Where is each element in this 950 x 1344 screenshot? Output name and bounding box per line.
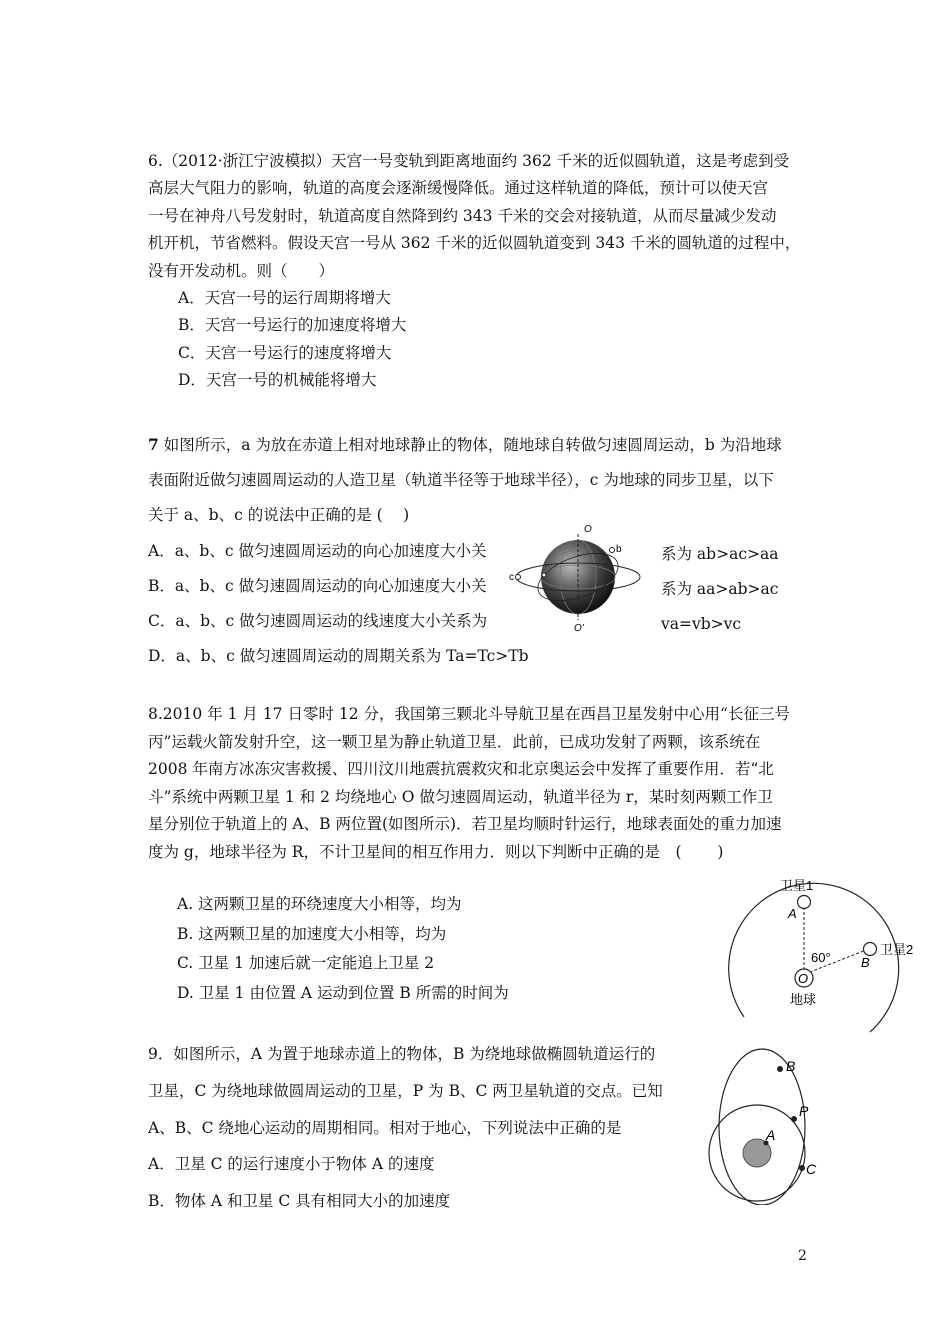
q8-fig-label-a: A — [788, 906, 797, 921]
q9-line-1: 9．如图所示，A 为置于地球赤道上的物体，B 为绕地球做椭圆轨道运行的 — [148, 1045, 656, 1063]
q8-line-5: 星分别位于轨道上的 A、B 两位置(如图所示)．若卫星均顺时针运行，地球表面处的重力加速 — [148, 815, 782, 834]
q7-fig-label-o-prime: O' — [574, 623, 584, 632]
q7-option-b: B．a、b、c 做匀速圆周运动的向心加速度大小关 — [148, 576, 487, 595]
page-number: 2 — [798, 1248, 807, 1264]
q7-earth-figure — [508, 522, 648, 632]
q8-option-a: A. 这两颗卫星的环绕速度大小相等，均为 — [177, 895, 462, 913]
question-9 — [148, 1036, 663, 1220]
q8-option-b: B. 这两颗卫星的加速度大小相等，均为 — [177, 924, 447, 943]
q7-option-a: A．a、b、c 做匀速圆周运动的向心加速度大小关 — [148, 541, 487, 560]
q6-option-a: A．天宫一号的运行周期将增大 — [178, 289, 391, 308]
q6-option-c: C．天宫一号运行的速度将增大 — [178, 343, 392, 362]
q7-option-d: D．a、b、c 做匀速圆周运动的周期关系为 Ta=Tc>Tb — [148, 647, 529, 666]
q8-satellite-1 — [798, 896, 811, 909]
q9-fig-label-c: C — [806, 1161, 817, 1177]
q8-line-4: 斗”系统中两颗卫星 1 和 2 均绕地心 O 做匀速圆周运动，轨道半径为 r，某时刻两颗工作卫 — [148, 787, 773, 806]
q7-fig-label-c: c — [509, 572, 514, 583]
q8-fig-label-earth: 地球 — [790, 992, 817, 1007]
q9-point-c — [799, 1165, 805, 1171]
q6-line-1: 6.（2012·浙江宁波模拟）天宫一号变轨到距离地面约 362 千米的近似圆轨道，这是考虑到受 — [148, 152, 790, 170]
q7-fig-label-o: O — [584, 524, 592, 535]
q9-option-b: B．物体 A 和卫星 C 具有相同大小的加速度 — [148, 1192, 451, 1211]
q7-option-continuations — [661, 537, 778, 643]
q7-option-c-right: va=vb>vc — [661, 615, 742, 634]
q7-fig-label-a: a — [536, 569, 542, 579]
q8-fig-label-o: O — [798, 971, 809, 986]
q6-line-3: 一号在神舟八号发射时，轨道高度自然降到约 343 千米的交会对接轨道，从而尽量减少发动 — [148, 206, 777, 225]
q8-options — [177, 890, 509, 1008]
q8-option-d: D. 卫星 1 由位置 A 运动到位置 B 所需的时间为 — [177, 983, 509, 1002]
q7-option-c: C．a、b、c 做匀速圆周运动的线速度大小关系为 — [148, 612, 488, 631]
q8-line-2: 丙”运载火箭发射升空，这一颗卫星为静止轨道卫星．此前，已成功发射了两颗，该系统在 — [148, 732, 761, 751]
q6-option-b: B．天宫一号运行的加速度将增大 — [178, 316, 407, 335]
q9-line-2: 卫星，C 为绕地球做圆周运动的卫星，P 为 B、C 两卫星轨道的交点。已知 — [148, 1081, 663, 1100]
question-8 — [148, 701, 828, 867]
q9-fig-label-p: P — [799, 1103, 809, 1119]
q9-fig-label-b: B — [786, 1058, 796, 1074]
q7-line-1-text: 如图所示，a 为放在赤道上相对地球静止的物体，随地球自转做匀速圆周运动，b 为沿地球 — [158, 436, 782, 454]
q9-line-3: A、B、C 绕地心运动的周期相同。相对于地心，下列说法中正确的是 — [148, 1118, 622, 1137]
q7-line-2: 表面附近做匀速圆周运动的人造卫星（轨道半径等于地球半径），c 为地球的同步卫星，以下 — [148, 471, 774, 490]
q6-line-2: 高层大气阻力的影响，轨道的高度会逐渐缓慢降低。通过这样轨道的降低，预计可以使天宫 — [148, 179, 769, 198]
q9-point-b — [777, 1066, 783, 1072]
q8-fig-label-sat2: 卫星2 — [880, 942, 914, 957]
q8-line-6: 度为 g，地球半径为 R，不计卫星间的相互作用力．则以下判断中正确的是 ( ) — [148, 842, 724, 861]
q7-fig-label-b: b — [616, 544, 622, 555]
question-6 — [148, 148, 818, 395]
q9-option-a: A．卫星 C 的运行速度小于物体 A 的速度 — [148, 1155, 435, 1174]
q9-point-p — [791, 1116, 797, 1122]
q8-line-1: 8.2010 年 1 月 17 日零时 12 分，我国第三颗北斗导航卫星在西昌卫星发射中心用“长征三号 — [148, 705, 790, 723]
q7-option-a-right: 系为 ab>ac>aa — [661, 545, 779, 563]
q7-option-b-right: 系为 aa>ab>ac — [661, 580, 779, 599]
q9-orbit-figure — [700, 1045, 825, 1205]
q8-fig-label-b: B — [861, 955, 870, 970]
q8-orbit-figure — [718, 872, 923, 1047]
q6-option-d: D．天宫一号的机械能将增大 — [178, 371, 377, 390]
q7-line-1 — [148, 427, 828, 463]
q9-fig-label-a: A — [766, 1127, 776, 1143]
q8-line-3: 2008 年南方冰冻灾害救援、四川汶川地震抗震救灾和北京奥运会中发挥了重要作用．若“北 — [148, 760, 774, 779]
q6-line-4: 机开机，节省燃料。假设天宫一号从 362 千米的近似圆轨道变到 343 千米的圆轨道的过程中， — [148, 234, 801, 253]
q8-fig-label-sat1: 卫星1 — [780, 878, 814, 893]
q8-fig-label-angle: 60° — [811, 950, 831, 965]
q7-line-3: 关于 a、b、c 的说法中正确的是 ( ) — [148, 506, 410, 525]
q8-option-c: C. 卫星 1 加速后就一定能追上卫星 2 — [177, 954, 435, 972]
q7-number: 7 — [148, 435, 159, 454]
q8-satellite-2 — [864, 943, 877, 956]
q6-line-5: 没有开发动机。则（ ） — [148, 261, 335, 280]
